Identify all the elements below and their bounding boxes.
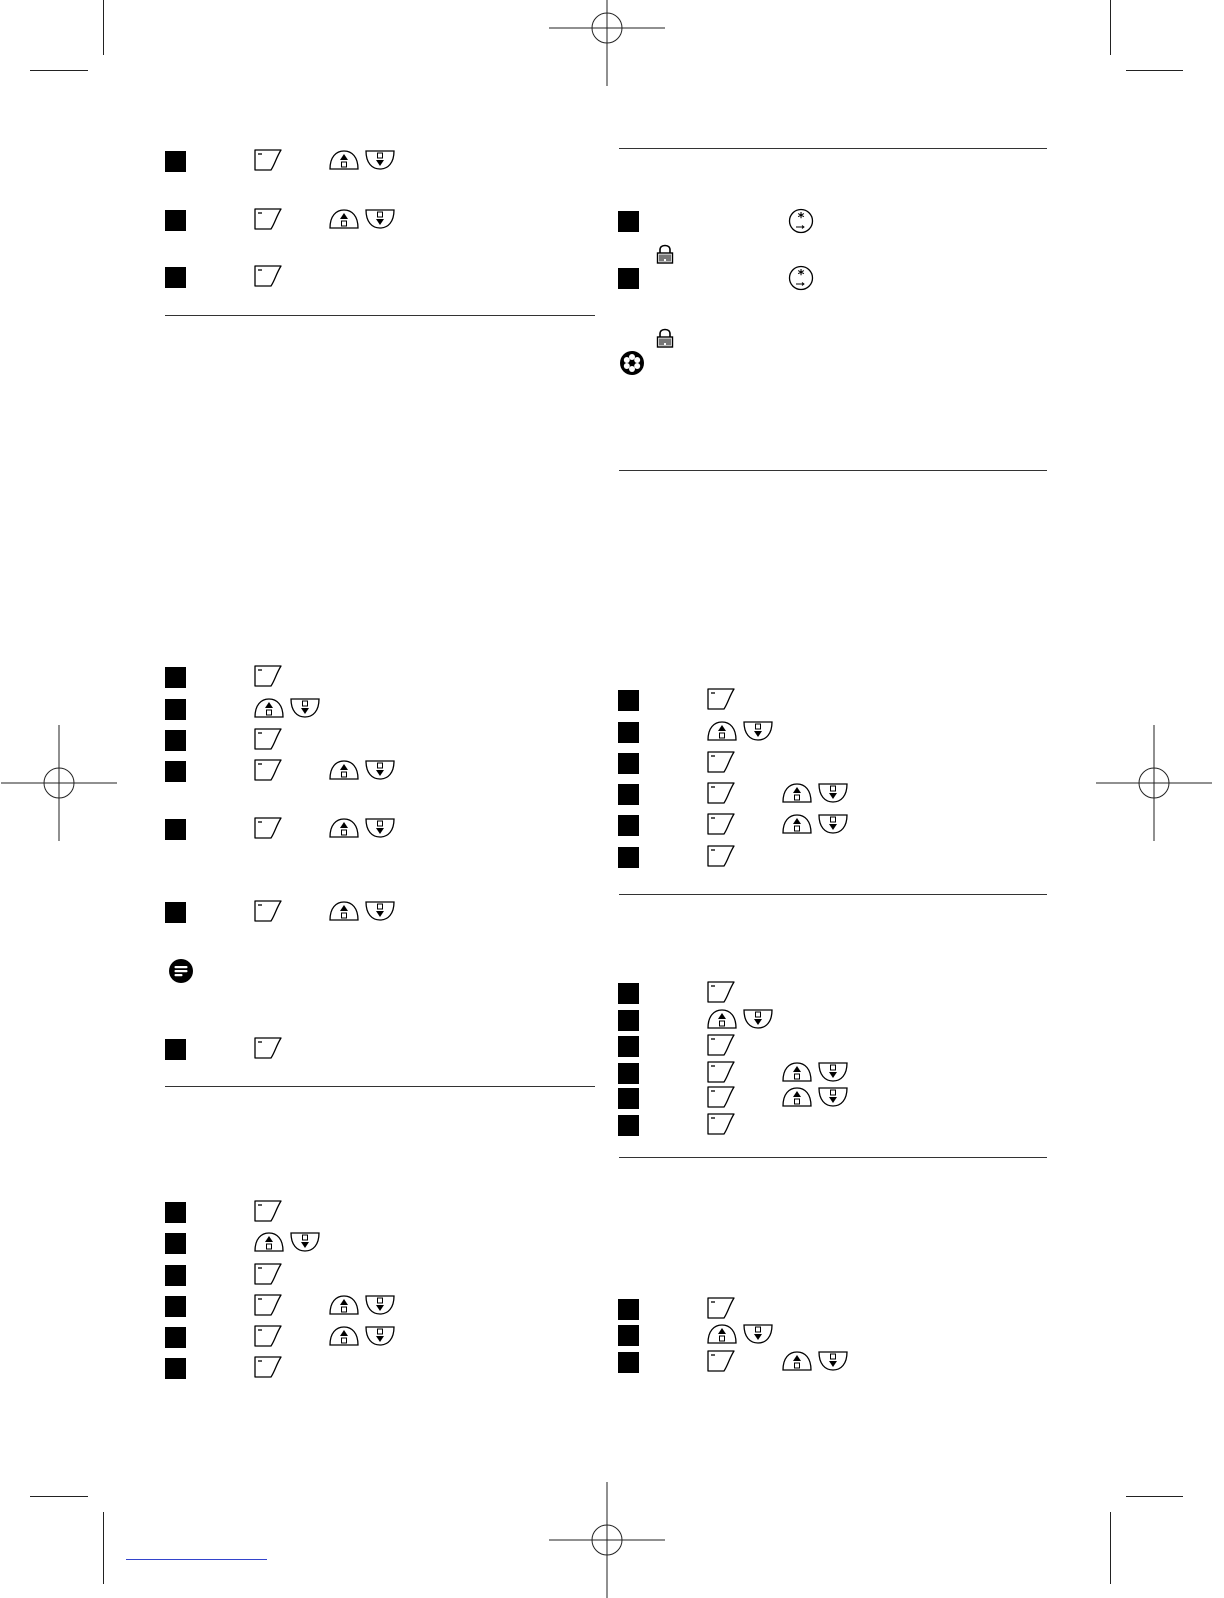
section-rule-left-1	[165, 315, 595, 316]
scroll-down-phonebook-icon	[817, 1350, 849, 1372]
step-marker	[618, 690, 639, 711]
step-marker	[618, 1299, 639, 1320]
step-marker	[618, 1352, 639, 1373]
step-marker	[165, 730, 186, 751]
crop-mark-top-left-vertical	[103, 0, 104, 55]
crop-mark-top-right-vertical	[1110, 0, 1111, 55]
step-marker	[618, 1063, 639, 1084]
star-key-icon	[788, 208, 814, 234]
step-marker	[618, 753, 639, 774]
scroll-down-phonebook-icon	[817, 1086, 849, 1108]
scroll-up-redial-icon	[706, 1008, 738, 1030]
crop-mark-bottom-left-horizontal	[30, 1496, 88, 1497]
left-softkey-icon	[253, 727, 283, 751]
scroll-down-phonebook-icon	[289, 697, 321, 719]
step-marker	[618, 1010, 639, 1031]
registration-mark-bottom	[549, 1482, 665, 1598]
scroll-down-phonebook-icon	[742, 1323, 774, 1345]
scroll-down-phonebook-icon	[817, 1061, 849, 1083]
step-marker	[165, 902, 186, 923]
left-softkey-icon	[253, 899, 283, 923]
crop-mark-bottom-right-horizontal	[1126, 1496, 1183, 1497]
left-softkey-icon	[253, 148, 283, 172]
crop-mark-bottom-right-vertical	[1110, 1512, 1111, 1584]
scroll-up-redial-icon	[781, 1061, 813, 1083]
scroll-up-redial-icon	[781, 1086, 813, 1108]
step-marker	[165, 151, 186, 172]
padlock-icon	[655, 244, 675, 264]
scroll-up-redial-icon	[781, 1350, 813, 1372]
step-marker	[165, 1233, 186, 1254]
left-softkey-icon	[706, 812, 736, 836]
step-marker	[618, 211, 639, 232]
left-softkey-icon	[253, 1324, 283, 1348]
left-softkey-icon	[706, 980, 736, 1004]
scroll-down-phonebook-icon	[289, 1231, 321, 1253]
scroll-down-phonebook-icon	[817, 813, 849, 835]
scroll-down-phonebook-icon	[364, 1325, 396, 1347]
step-marker	[618, 1115, 639, 1136]
scroll-down-phonebook-icon	[742, 720, 774, 742]
scroll-down-phonebook-icon	[364, 1294, 396, 1316]
scroll-up-redial-icon	[253, 1231, 285, 1253]
scroll-down-phonebook-icon	[364, 900, 396, 922]
left-softkey-icon	[253, 1036, 283, 1060]
step-marker	[165, 699, 186, 720]
step-marker	[165, 267, 186, 288]
section-rule-right-3	[619, 894, 1047, 895]
section-rule-left-2	[165, 1086, 595, 1087]
step-marker	[165, 210, 186, 231]
step-marker	[618, 1325, 639, 1346]
scroll-up-redial-icon	[328, 1325, 360, 1347]
left-softkey-icon	[706, 844, 736, 868]
registration-mark-left	[1, 725, 117, 841]
left-softkey-icon	[706, 781, 736, 805]
step-marker	[618, 1036, 639, 1057]
left-softkey-icon	[706, 1112, 736, 1136]
left-softkey-icon	[706, 1085, 736, 1109]
step-marker	[165, 1296, 186, 1317]
left-softkey-icon	[253, 264, 283, 288]
scroll-up-redial-icon	[781, 813, 813, 835]
scroll-down-phonebook-icon	[817, 782, 849, 804]
scroll-down-phonebook-icon	[364, 149, 396, 171]
step-marker	[618, 847, 639, 868]
scroll-down-phonebook-icon	[742, 1008, 774, 1030]
footer-link-underline	[126, 1559, 267, 1560]
scroll-up-redial-icon	[328, 1294, 360, 1316]
left-softkey-icon	[706, 750, 736, 774]
left-softkey-icon	[706, 1296, 736, 1320]
step-marker	[618, 268, 639, 289]
registration-mark-top	[549, 0, 665, 86]
padlock-icon	[655, 328, 675, 348]
step-marker	[165, 761, 186, 782]
step-marker	[165, 1202, 186, 1223]
left-softkey-icon	[253, 1199, 283, 1223]
step-marker	[165, 1327, 186, 1348]
step-marker	[165, 1039, 186, 1060]
step-marker	[165, 1265, 186, 1286]
scroll-up-redial-icon	[328, 817, 360, 839]
section-rule-right-1	[619, 148, 1047, 149]
scroll-down-phonebook-icon	[364, 208, 396, 230]
note-icon	[168, 958, 194, 984]
step-marker	[165, 667, 186, 688]
scroll-up-redial-icon	[706, 1323, 738, 1345]
star-key-icon	[788, 265, 814, 291]
crop-mark-top-right-horizontal	[1126, 70, 1183, 71]
scroll-up-redial-icon	[328, 208, 360, 230]
left-softkey-icon	[253, 1293, 283, 1317]
left-softkey-icon	[706, 1033, 736, 1057]
step-marker	[618, 815, 639, 836]
scroll-up-redial-icon	[328, 900, 360, 922]
step-marker	[618, 1088, 639, 1109]
scroll-down-phonebook-icon	[364, 759, 396, 781]
left-softkey-icon	[706, 1349, 736, 1373]
scroll-up-redial-icon	[781, 782, 813, 804]
left-softkey-icon	[253, 664, 283, 688]
section-rule-right-2	[619, 470, 1047, 471]
scroll-down-phonebook-icon	[364, 817, 396, 839]
left-softkey-icon	[706, 1060, 736, 1084]
step-marker	[618, 983, 639, 1004]
scroll-up-redial-icon	[328, 759, 360, 781]
left-softkey-icon	[253, 1355, 283, 1379]
crop-mark-bottom-left-vertical	[103, 1512, 104, 1584]
scroll-up-redial-icon	[253, 697, 285, 719]
scroll-up-redial-icon	[328, 149, 360, 171]
left-softkey-icon	[706, 687, 736, 711]
scroll-up-redial-icon	[706, 720, 738, 742]
step-marker	[165, 1358, 186, 1379]
step-marker	[618, 784, 639, 805]
left-softkey-icon	[253, 207, 283, 231]
step-marker	[618, 722, 639, 743]
left-softkey-icon	[253, 758, 283, 782]
registration-mark-right	[1096, 725, 1212, 841]
left-softkey-icon	[253, 816, 283, 840]
crop-mark-top-left-horizontal	[30, 70, 88, 71]
step-marker	[165, 819, 186, 840]
tip-asterisk-icon	[619, 350, 645, 376]
left-softkey-icon	[253, 1262, 283, 1286]
section-rule-right-4	[619, 1157, 1047, 1158]
